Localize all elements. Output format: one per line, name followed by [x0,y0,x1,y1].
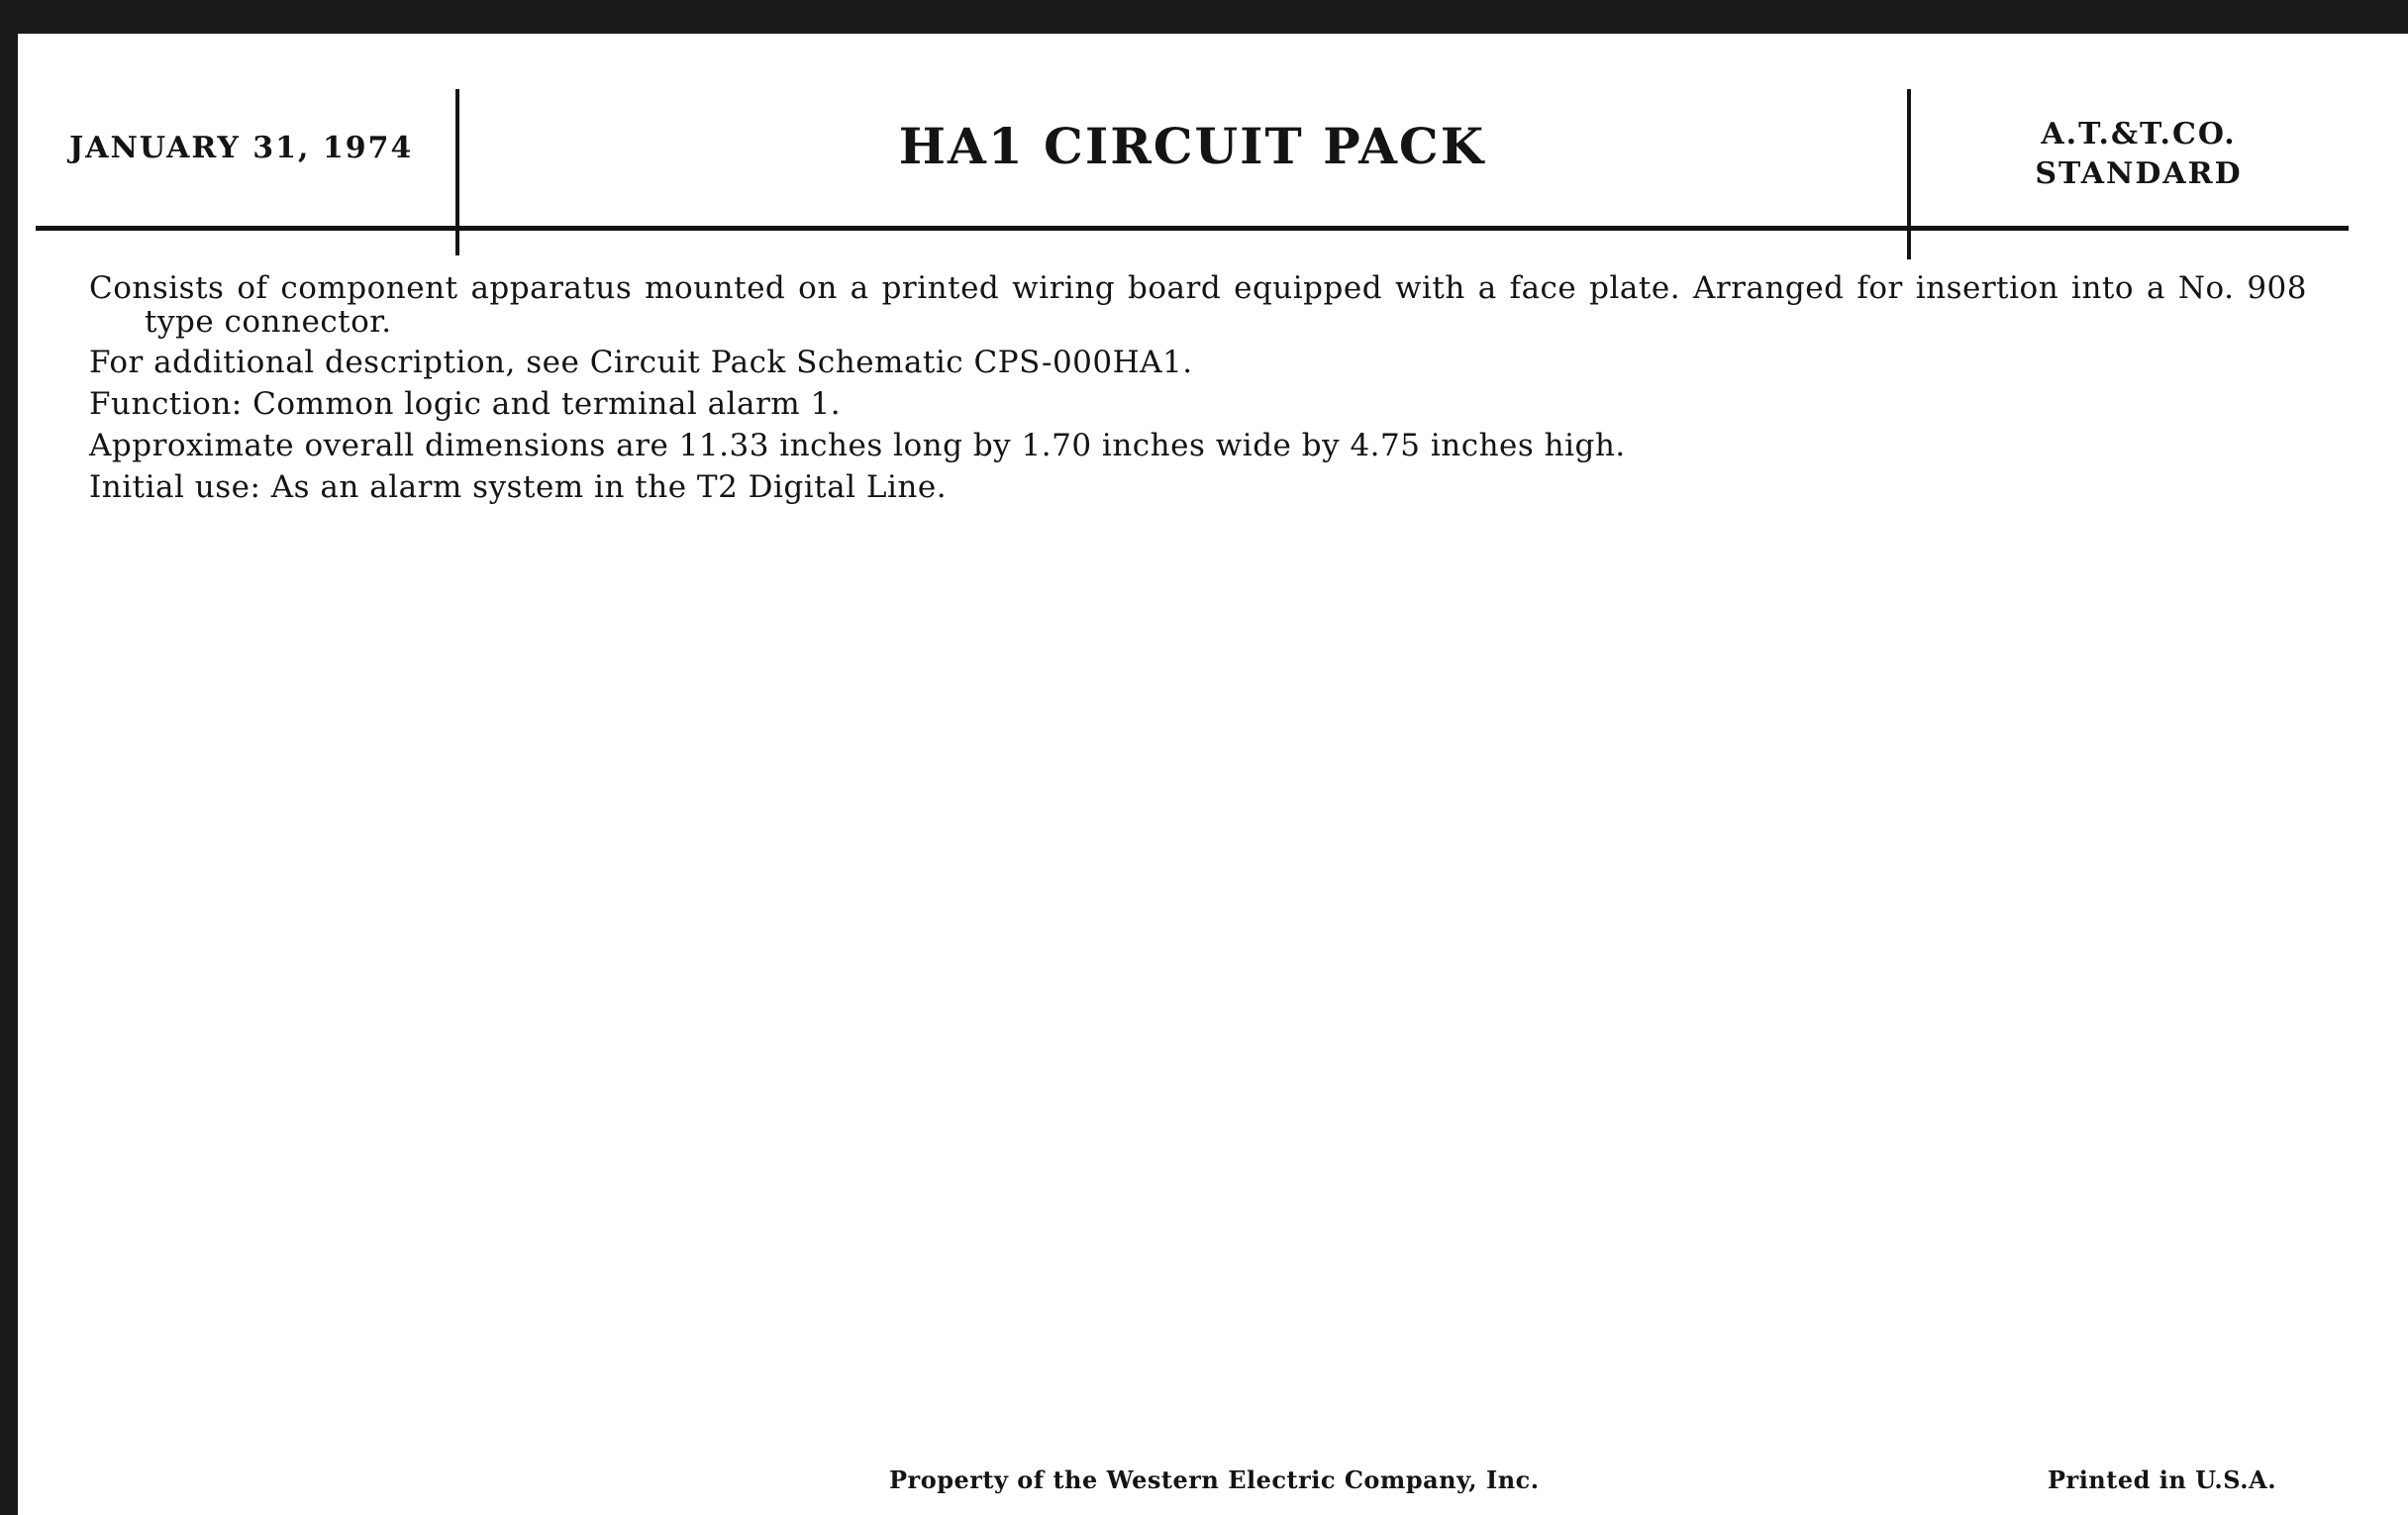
footer-printed: Printed in U.S.A. [2048,1465,2277,1494]
document-title: HA1 CIRCUIT PACK [898,117,1486,175]
standard-line-2: STANDARD [2035,156,2243,191]
paragraph-description: Consists of component apparatus mounted on a printed wiring board equipped with a face plate. Arranged for insertion into a No. 908 type connector. [89,270,2307,340]
document-body [89,271,2307,511]
header-standard [1911,115,2366,194]
paragraph-reference: For additional description, see Circuit Pack Schematic CPS-000HA1. [89,345,1193,380]
paragraph-function: Function: Common logic and terminal alarm 1. [89,386,842,422]
header-rule [36,226,2349,231]
header-date: JANUARY 31, 1974 [69,131,414,165]
paragraph-initial-use: Initial use: As an alarm system in the T2 Digital Line. [89,469,948,505]
document-card [18,34,2408,1515]
footer-property: Property of the Western Electric Company, Inc. [889,1465,1540,1494]
paragraph-dimensions: Approximate overall dimensions are 11.33 inches long by 1.70 inches wide by 4.75 inches high. [89,428,1626,463]
standard-line-1: A.T.&T.CO. [2041,117,2237,152]
